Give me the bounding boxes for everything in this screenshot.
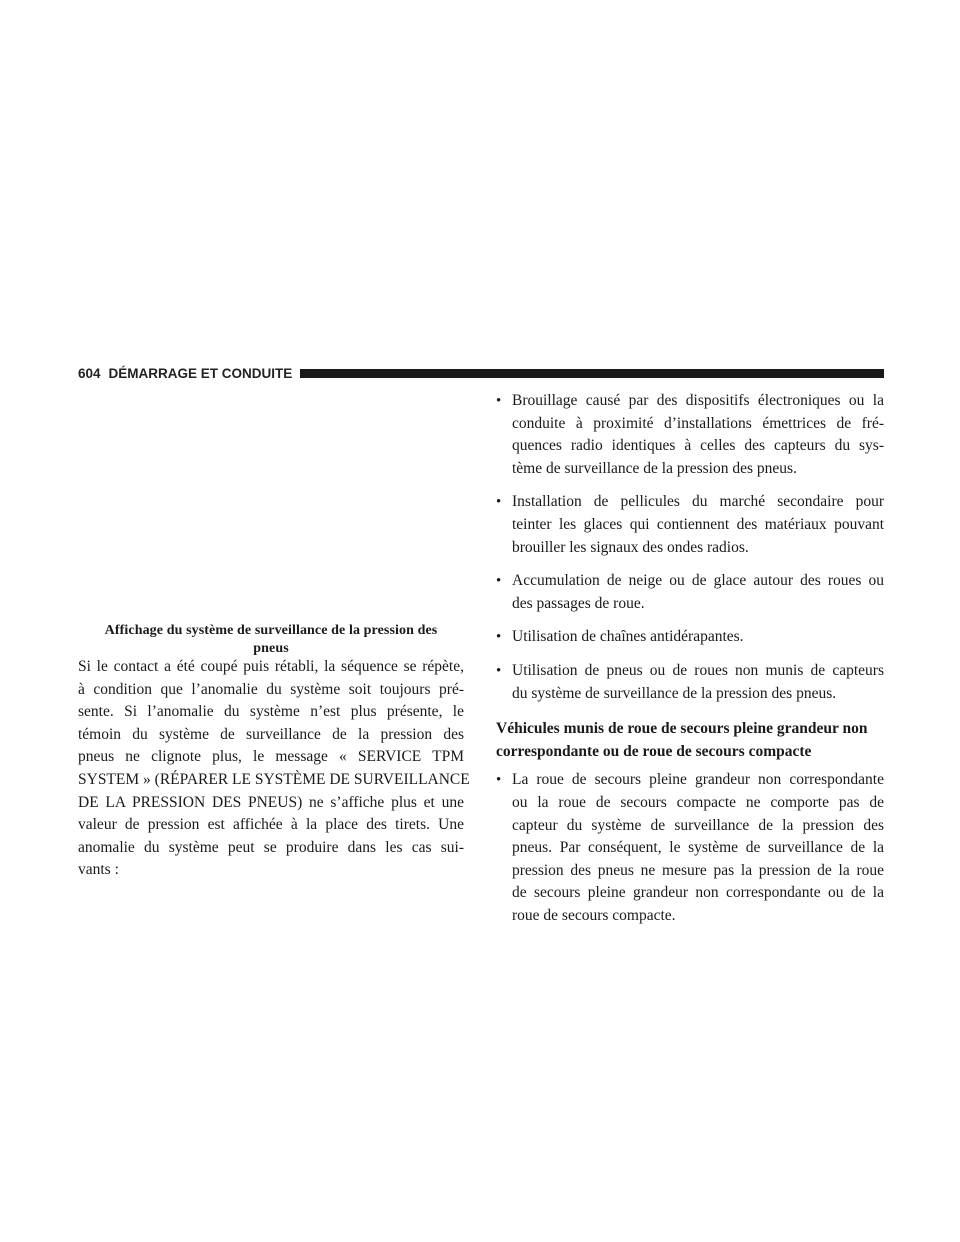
section-title: DÉMARRAGE ET CONDUITE [108, 365, 293, 381]
bullet-line: ou la roue de secours compacte ne comporte pas de [512, 793, 884, 811]
bullet-line: La roue de secours pleine grandeur non correspondante [512, 771, 884, 789]
bullet-item [496, 570, 884, 615]
page-header [78, 362, 884, 384]
bullet-line: pression des pneus ne mesure pas la pression de la roue [512, 861, 884, 879]
paragraph-line: témoin du système de surveillance de la pression des [78, 725, 464, 743]
left-column-paragraph [78, 656, 470, 882]
paragraph-line: Si le contact a été coupé puis rétabli, la séquence se répète, [78, 658, 464, 675]
bullet-line: Accumulation de neige ou de glace autour des roues ou [512, 572, 884, 590]
subheading-line: Véhicules munis de roue de secours pleine grandeur non [496, 720, 868, 738]
bullet-icon: • [496, 573, 502, 590]
paragraph-line: vants : [78, 861, 119, 879]
bullet-line: teinter les glaces qui contiennent des matériaux pouvant [512, 515, 884, 533]
bullet-item [496, 390, 884, 480]
bullet-line: Brouillage causé par des dispositifs électroniques ou la [512, 392, 884, 409]
paragraph-line: valeur de pression est affichée à la place des tirets. Une [78, 816, 464, 834]
bullet-line: Installation de pellicules du marché secondaire pour [512, 493, 884, 511]
subheading-line: correspondante ou de roue de secours compacte [496, 742, 812, 760]
bullet-line: du système de surveillance de la pression des pneus. [512, 684, 837, 702]
paragraph-line: pneus ne clignote plus, le message « SERVICE TPM [78, 748, 464, 766]
bullet-line: Utilisation de pneus ou de roues non munis de capteurs [512, 661, 884, 679]
paragraph-line: DE LA PRESSION DES PNEUS) ne s’affiche plus et une [78, 793, 464, 811]
right-column [496, 390, 884, 938]
page-number: 604 [78, 365, 101, 381]
subheading [496, 718, 884, 763]
bullet-line: roue de secours compacte. [512, 906, 676, 924]
bullet-line: quences radio identiques à celles des capteurs du sys- [512, 437, 884, 455]
bullet-line: conduite à proximité d’installations émettrices de fré- [512, 414, 884, 432]
bullet-item [496, 626, 884, 649]
paragraph-line: à condition que l’anomalie du système soit toujours pré- [78, 680, 464, 698]
paragraph-line: anomalie du système peut se produire dans les cas sui- [78, 838, 464, 856]
header-rule [300, 369, 884, 378]
caption-line: pneus [253, 641, 289, 656]
paragraph-line: SYSTEM » (RÉPARER LE SYSTÈME DE SURVEILLANCE [78, 770, 470, 788]
paragraph-line: sente. Si l’anomalie du système n’est plus présente, le [78, 703, 464, 721]
bullet-line: brouiller les signaux des ondes radios. [512, 538, 749, 556]
bullet-line: tème de surveillance de la pression des pneus. [512, 459, 797, 477]
bullet-line: de secours pleine grandeur non correspondante ou de la [512, 884, 884, 902]
caption-line: Affichage du système de surveillance de la pression des [104, 623, 438, 638]
bullet-line: pneus. Par conséquent, le système de surveillance de la [512, 839, 884, 857]
bullet-icon: • [496, 494, 502, 511]
bullet-icon: • [496, 629, 502, 646]
bullet-icon: • [496, 393, 502, 409]
figure-caption [78, 622, 464, 658]
bullet-icon: • [496, 772, 502, 789]
bullet-icon: • [496, 662, 502, 679]
bullet-line: capteur du système de surveillance de la pression des [512, 816, 884, 834]
bullet-line: Utilisation de chaînes antidérapantes. [512, 628, 744, 646]
bullet-line: des passages de roue. [512, 594, 645, 612]
bullet-item [496, 491, 884, 559]
figure-placeholder [78, 395, 464, 615]
bullet-item [496, 769, 884, 927]
bullet-item [496, 660, 884, 705]
